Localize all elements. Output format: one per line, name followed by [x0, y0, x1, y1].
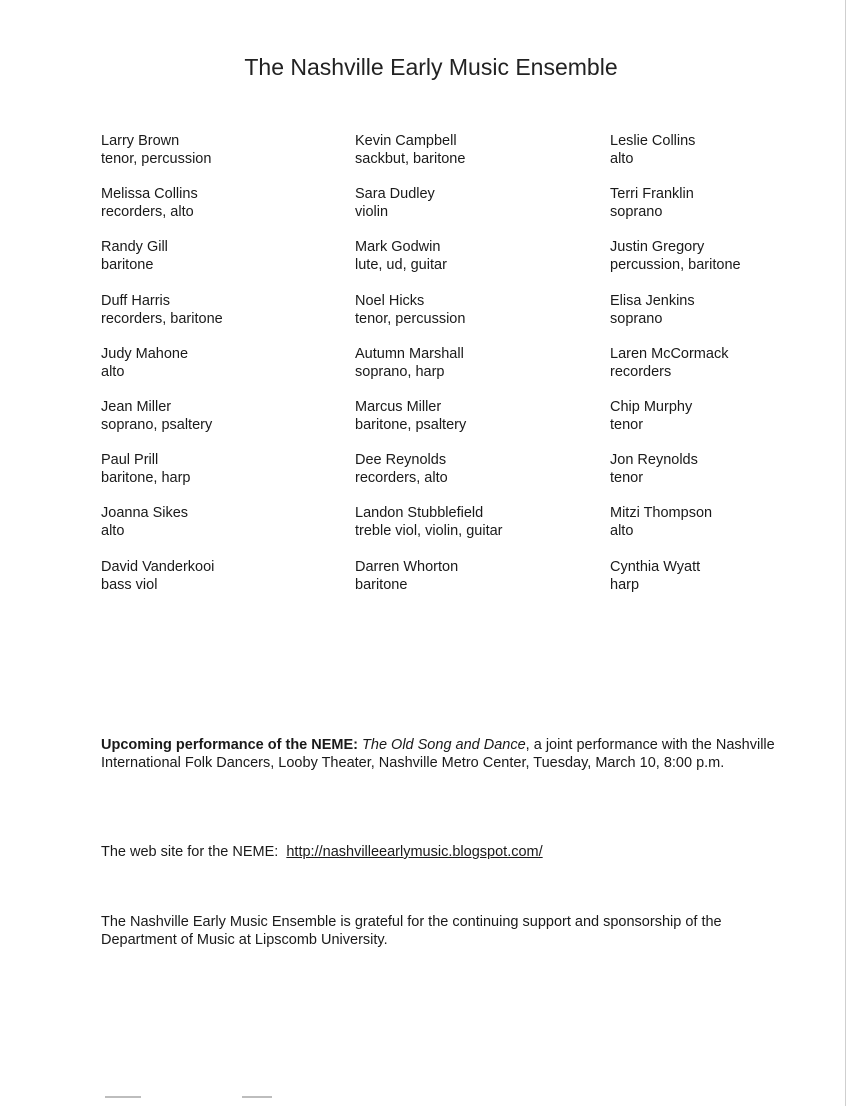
member-name: Melissa Collins: [101, 186, 198, 202]
member-instruments: tenor: [610, 417, 644, 433]
member-name: Joanna Sikes: [101, 505, 189, 521]
member-entry: [355, 558, 458, 594]
member-name: Jean Miller: [101, 399, 172, 415]
performance-label: Upcoming performance of the NEME:: [101, 737, 358, 753]
member-instruments: recorders: [610, 364, 672, 380]
member-entry: [101, 345, 188, 381]
member-name: Jon Reynolds: [610, 452, 698, 468]
member-entry: [610, 345, 728, 381]
member-entry: [355, 292, 465, 328]
member-instruments: violin: [355, 204, 389, 220]
scan-artifact: [105, 1096, 141, 1098]
member-entry: [355, 132, 465, 168]
performance-title: The Old Song and Dance: [362, 737, 526, 753]
member-entry: [101, 451, 190, 487]
member-entry: [610, 292, 695, 328]
member-name: Justin Gregory: [610, 239, 705, 255]
member-name: Chip Murphy: [610, 399, 693, 415]
member-entry: [355, 345, 464, 381]
member-name: Paul Prill: [101, 452, 159, 468]
member-instruments: baritone, harp: [101, 470, 191, 486]
member-instruments: alto: [610, 523, 634, 539]
member-entry: [610, 558, 700, 594]
member-name: Mark Godwin: [355, 239, 441, 255]
member-instruments: bass viol: [101, 577, 158, 593]
member-name: Dee Reynolds: [355, 452, 447, 468]
member-instruments: recorders, alto: [101, 204, 194, 220]
member-instruments: soprano: [610, 204, 663, 220]
member-entry: [101, 504, 188, 540]
member-entry: [101, 292, 223, 328]
member-instruments: recorders, baritone: [101, 311, 223, 327]
upcoming-performance: [101, 736, 781, 772]
member-entry: [355, 398, 466, 434]
member-name: Darren Whorton: [355, 559, 459, 575]
member-name: Noel Hicks: [355, 293, 425, 309]
member-name: Laren McCormack: [610, 346, 729, 362]
member-instruments: soprano: [610, 311, 663, 327]
website-line: [101, 843, 781, 861]
member-instruments: soprano, harp: [355, 364, 445, 380]
member-entry: [101, 398, 212, 434]
member-name: Kevin Campbell: [355, 133, 457, 149]
member-name: Randy Gill: [101, 239, 168, 255]
member-instruments: tenor, percussion: [101, 151, 212, 167]
member-name: Terri Franklin: [610, 186, 694, 202]
member-instruments: percussion, baritone: [610, 257, 741, 273]
member-name: Judy Mahone: [101, 346, 189, 362]
member-instruments: alto: [101, 364, 125, 380]
member-entry: [355, 185, 435, 221]
member-name: Larry Brown: [101, 133, 180, 149]
member-entry: [101, 238, 168, 274]
member-entry: [610, 504, 712, 540]
member-instruments: alto: [101, 523, 125, 539]
member-name: Marcus Miller: [355, 399, 442, 415]
member-name: Mitzi Thompson: [610, 505, 713, 521]
member-instruments: baritone: [101, 257, 154, 273]
member-instruments: tenor: [610, 470, 644, 486]
website-link[interactable]: http://nashvilleearlymusic.blogspot.com/: [286, 844, 543, 860]
member-instruments: baritone, psaltery: [355, 417, 467, 433]
member-name: Cynthia Wyatt: [610, 559, 701, 575]
member-name: Autumn Marshall: [355, 346, 464, 362]
member-name: Leslie Collins: [610, 133, 696, 149]
page-edge: [845, 0, 846, 1106]
member-entry: [610, 238, 741, 274]
member-instruments: soprano, psaltery: [101, 417, 213, 433]
member-entry: [101, 558, 214, 594]
member-entry: [610, 451, 698, 487]
member-name: Elisa Jenkins: [610, 293, 695, 309]
member-entry: [610, 398, 692, 434]
member-entry: [610, 185, 694, 221]
member-entry: [101, 185, 198, 221]
page-title: The Nashville Early Music Ensemble: [244, 54, 618, 80]
performance-details: , a joint performance with the Nashville International Folk Dancers, Looby Theater, Nashville Metro Center, Tuesday, March 10, 8:00 p.m.: [101, 737, 775, 771]
member-name: David Vanderkooi: [101, 559, 215, 575]
member-entry: [610, 132, 695, 168]
member-name: Duff Harris: [101, 293, 171, 309]
member-entry: [355, 451, 448, 487]
member-instruments: harp: [610, 577, 640, 593]
member-name: Landon Stubblefield: [355, 505, 484, 521]
member-instruments: lute, ud, guitar: [355, 257, 447, 273]
member-instruments: recorders, alto: [355, 470, 448, 486]
website-label: The web site for the NEME:: [101, 844, 279, 860]
member-instruments: tenor, percussion: [355, 311, 466, 327]
member-entry: [355, 238, 447, 274]
member-instruments: baritone: [355, 577, 408, 593]
member-name: Sara Dudley: [355, 186, 435, 202]
member-entry: [355, 504, 503, 540]
member-roster: [101, 132, 801, 612]
member-instruments: treble viol, violin, guitar: [355, 523, 503, 539]
sponsorship-note: The Nashville Early Music Ensemble is grateful for the continuing support and sponsorship of the Department of Music at Lipscomb University.: [101, 914, 722, 948]
member-entry: [101, 132, 211, 168]
member-instruments: sackbut, baritone: [355, 151, 466, 167]
member-instruments: alto: [610, 151, 634, 167]
scan-artifact: [242, 1096, 272, 1098]
